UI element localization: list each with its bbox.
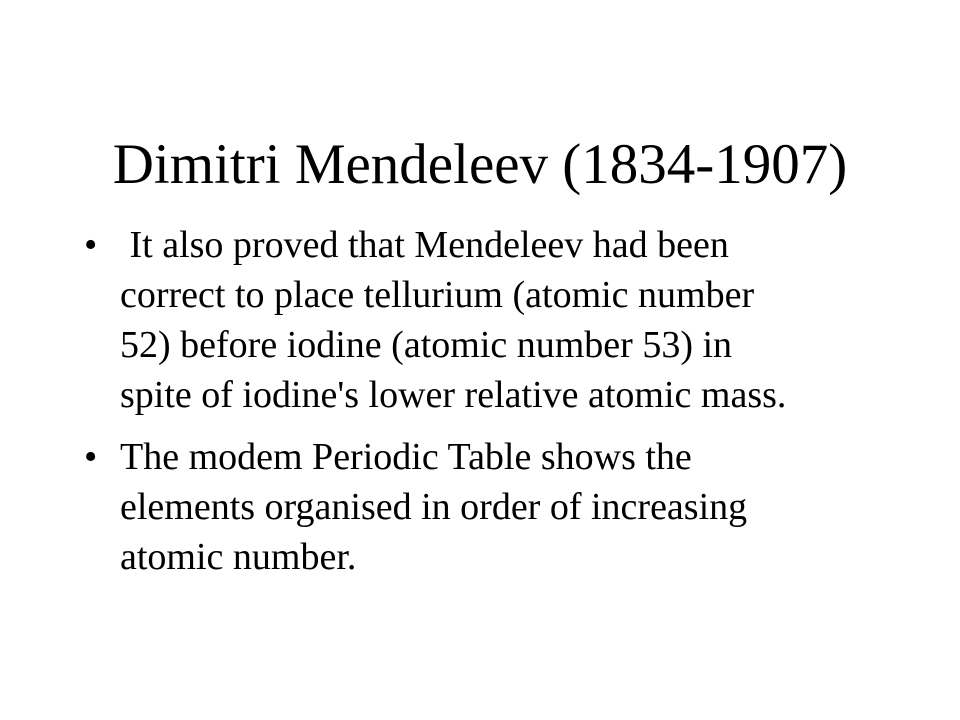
bullet-list [84, 220, 884, 594]
slide-title: Dimitri Mendeleev (1834-1907) [112, 133, 848, 197]
bullet-text-line: spite of iodine's lower relative atomic mass. [120, 374, 787, 416]
bullet-text-line: atomic number. [120, 536, 357, 578]
bullet-text-line: correct to place tellurium (atomic number [120, 274, 755, 316]
bullet-icon: • [84, 436, 98, 478]
bullet-text-line: The modem Periodic Table shows the [120, 436, 692, 478]
bullet-text-line: elements organised in order of increasing [120, 486, 748, 528]
bullet-item [84, 220, 884, 420]
bullet-icon: • [84, 224, 98, 266]
bullet-text-line: It also proved that Mendeleev had been [120, 224, 729, 266]
bullet-text-line: 52) before iodine (atomic number 53) in [120, 324, 733, 366]
bullet-item [84, 432, 884, 582]
